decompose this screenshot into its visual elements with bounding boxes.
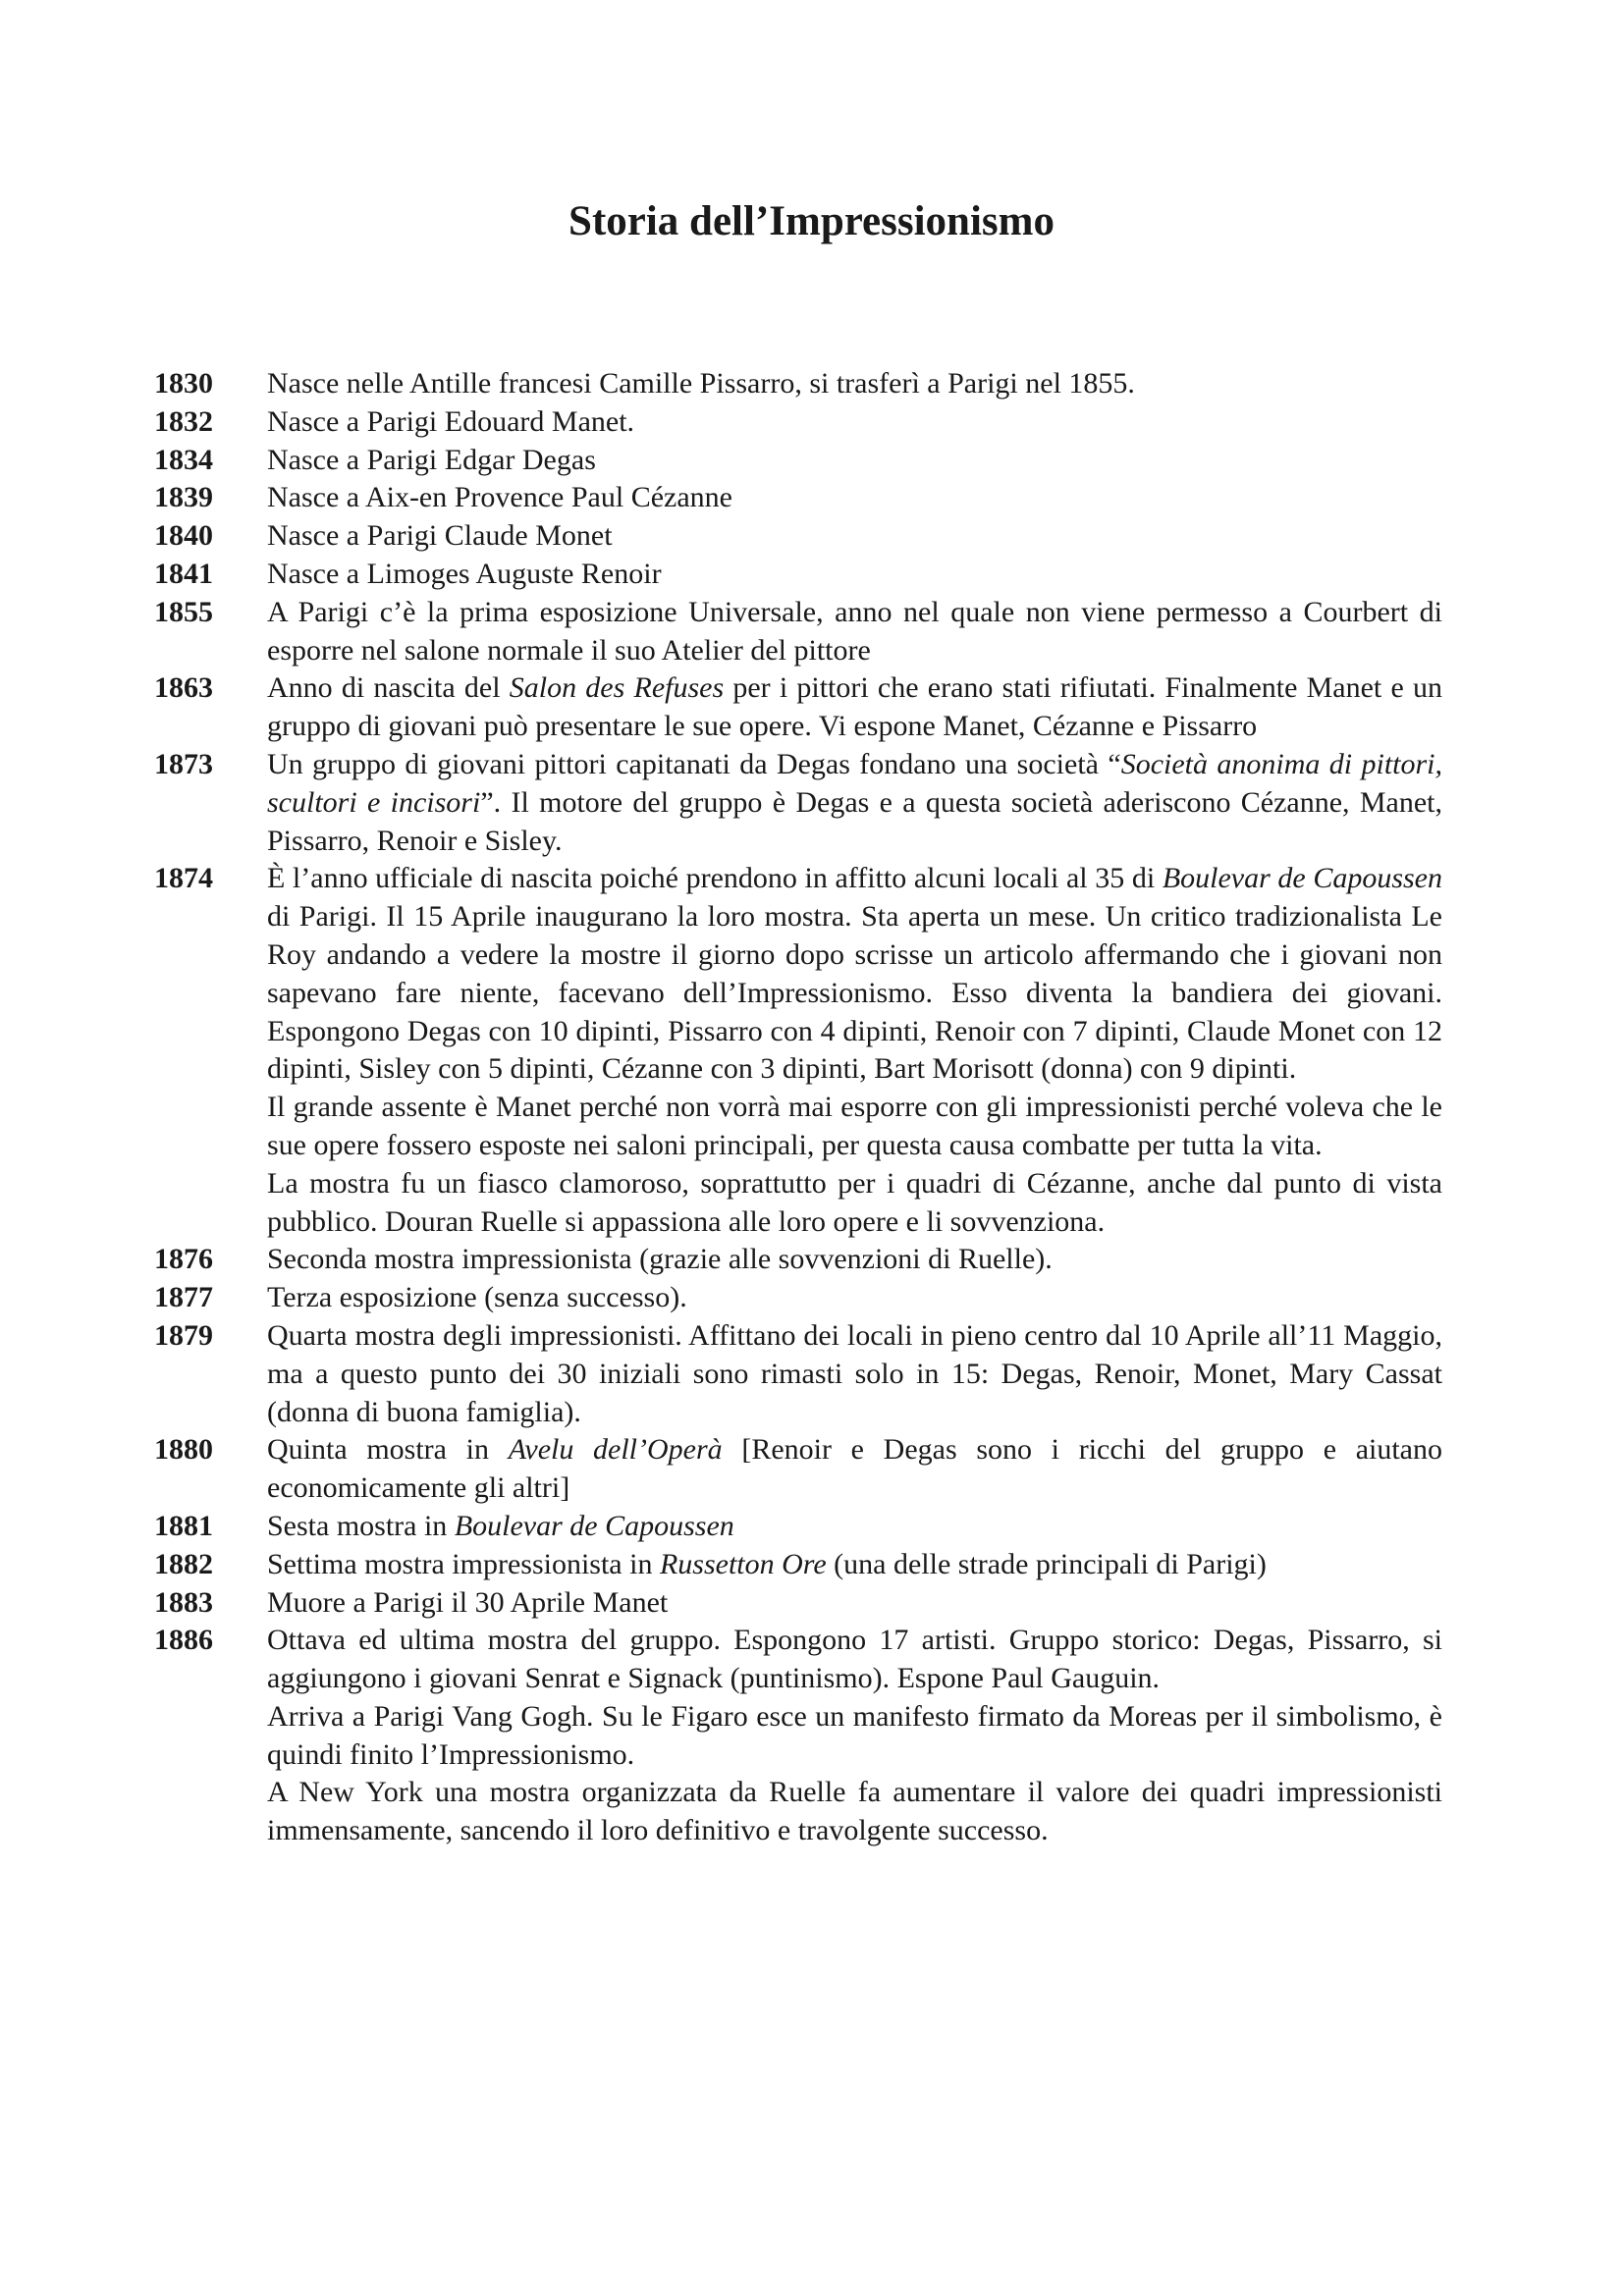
entry-paragraph [267,1584,1442,1623]
entry-description [267,556,1442,594]
text-segment: Nasce nelle Antille francesi Camille Pissarro, si trasferì a Parigi nel 1855. [267,367,1135,400]
entry-paragraph [267,479,1442,517]
italic-text: Boulevar de Capoussen [454,1509,734,1542]
timeline-entry [154,1546,1442,1584]
entry-description [267,1241,1442,1279]
text-segment: [Renoir e Degas sono i ricchi del gruppo e aiutano economicamente gli altri] [267,1433,1442,1505]
text-segment: Sesta mostra in [267,1509,455,1542]
timeline-entry [154,1508,1442,1546]
timeline-entry [154,1241,1442,1279]
text-segment: Seconda mostra impressionista (grazie alle sovvenzioni di Ruelle). [267,1243,1053,1276]
entry-paragraph [267,403,1442,442]
entry-description [267,479,1442,517]
text-segment: A New York una mostra organizzata da Ruelle fa aumentare il valore dei quadri impressionisti immensamente, sancendo il loro definitivo e travolgente successo. [267,1776,1442,1847]
text-segment: Quarta mostra degli impressionisti. Affittano dei locali in pieno centro dal 10 Aprile all’11 Maggio, ma a questo punto dei 30 iniziali sono rimasti solo in 15: Degas, Renoir, Monet, Mary Cassat (donna di buona famiglia). [267,1318,1442,1428]
entry-description [267,1546,1442,1584]
text-segment: Nasce a Limoges Auguste Renoir [267,557,662,590]
text-segment: Ottava ed ultima mostra del gruppo. Espongono 17 artisti. Gruppo storico: Degas, Pissarro, si aggiungono i giovani Senrat e Signack (puntinismo). Espone Paul Gauguin. [267,1624,1442,1695]
text-segment: Nasce a Parigi Edouard Manet. [267,404,635,438]
text-segment: A Parigi c’è la prima esposizione Universale, anno nel quale non viene permesso a Courbert di esporre nel salone normale il suo Atelier del pittore [267,595,1442,667]
timeline-entry [154,1431,1442,1508]
entry-year: 1874 [154,862,213,895]
italic-text: Avelu dell’Operà [508,1433,723,1467]
text-segment: per i pittori che erano stati rifiutati. Finalmente Manet e un gruppo di giovani può presentare le sue opere. Vi espone Manet, Cézanne e Pissarro [267,671,1442,743]
text-segment: ”. Il motore del gruppo è Degas e a questa società aderiscono Cézanne, Manet, Pissarro, Renoir e Sisley. [267,785,1443,857]
text-segment: (una delle strade principali di Parigi) [826,1547,1267,1580]
entry-year: 1839 [154,481,213,514]
entry-description [267,1317,1442,1431]
page-title: Storia dell’Impressionismo [568,198,1055,244]
text-segment: Anno di nascita del [267,671,510,705]
entry-description [267,669,1442,746]
entry-paragraph [267,556,1442,594]
entry-year: 1881 [154,1509,213,1542]
entry-paragraph [267,442,1442,480]
entry-description [267,1279,1442,1317]
entry-description [267,442,1442,480]
entry-paragraph [267,594,1442,670]
entry-paragraph [267,1774,1442,1850]
entry-description [267,746,1442,860]
entry-year: 1832 [154,404,213,438]
entry-year: 1883 [154,1585,213,1619]
entry-paragraph [267,1508,1442,1546]
entry-year: 1876 [154,1243,213,1276]
entry-paragraph [267,1546,1442,1584]
entry-year: 1841 [154,557,213,590]
entry-paragraph [267,1241,1442,1279]
entry-year: 1834 [154,443,213,476]
italic-text: Società anonima di pittori, scultori e incisori [267,747,1442,819]
timeline-entry [154,479,1442,517]
entry-paragraph [267,746,1442,860]
entry-description [267,365,1442,403]
text-segment: Arriva a Parigi Vang Gogh. Su le Figaro esce un manifesto firmato da Moreas per il simbolismo, è quindi finito l’Impressionismo. [267,1699,1442,1771]
entry-year: 1877 [154,1281,213,1314]
timeline-entry [154,1622,1442,1850]
entry-year: 1863 [154,671,213,705]
entry-year: 1880 [154,1433,213,1467]
text-segment: Nasce a Parigi Edgar Degas [267,443,596,476]
entry-paragraph [267,517,1442,556]
entry-year: 1873 [154,747,213,780]
entry-description [267,403,1442,442]
entry-paragraph [267,1279,1442,1317]
timeline-entry [154,860,1442,1241]
entry-description [267,1584,1442,1623]
timeline-entry [154,594,1442,670]
timeline-entry [154,365,1442,403]
entry-year: 1840 [154,519,213,553]
text-segment: Un gruppo di giovani pittori capitanati da Degas fondano una società “ [267,747,1121,780]
text-segment: Settima mostra impressionista in [267,1547,660,1580]
text-segment: Terza esposizione (senza successo). [267,1281,687,1314]
entry-paragraph [267,1622,1442,1698]
text-segment: La mostra fu un fiasco clamoroso, soprattutto per i quadri di Cézanne, anche dal punto di vista pubblico. Douran Ruelle si appassiona alle loro opere e li sovvenziona. [267,1166,1442,1238]
entry-paragraph [267,1431,1442,1508]
timeline-entry [154,442,1442,480]
entry-description [267,1622,1442,1850]
entry-paragraph [267,365,1442,403]
entry-paragraph [267,860,1442,1089]
entry-description [267,1508,1442,1546]
entry-description [267,594,1442,670]
timeline-entry [154,1279,1442,1317]
entry-paragraph [267,1165,1442,1242]
entry-paragraph [267,1089,1442,1165]
text-segment: Muore a Parigi il 30 Aprile Manet [267,1585,669,1619]
entry-year: 1886 [154,1624,213,1657]
text-segment: Quinta mostra in [267,1433,509,1467]
timeline-entry [154,403,1442,442]
entry-description [267,1431,1442,1508]
entry-paragraph [267,669,1442,746]
timeline-entry [154,669,1442,746]
italic-text: Salon des Refuses [509,671,725,705]
timeline-entry [154,746,1442,860]
italic-text: Boulevar de Capoussen [1162,862,1442,895]
entry-paragraph [267,1317,1442,1431]
entry-paragraph [267,1698,1442,1775]
text-segment: È l’anno ufficiale di nascita poiché prendono in affitto alcuni locali al 35 di [267,862,1163,895]
text-segment: Nasce a Aix-en Provence Paul Cézanne [267,481,732,514]
entry-year: 1879 [154,1318,213,1352]
entry-description [267,517,1442,556]
entry-year: 1882 [154,1547,213,1580]
text-segment: Il grande assente è Manet perché non vorrà mai esporre con gli impressionisti perché voleva che le sue opere fossero esposte nei saloni principali, per questa causa combatte per tutta la vita. [267,1091,1442,1161]
timeline-entry [154,556,1442,594]
entry-year: 1830 [154,367,213,400]
entry-year: 1855 [154,595,213,628]
timeline-entry [154,1584,1442,1623]
timeline [154,365,1442,1850]
entry-description [267,860,1442,1241]
timeline-entry [154,517,1442,556]
timeline-entry [154,1317,1442,1431]
italic-text: Russetton Ore [659,1547,827,1580]
text-segment: di Parigi. Il 15 Aprile inaugurano la loro mostra. Sta aperta un mese. Un critico tradizionalista Le Roy andando a vedere la mostre il giorno dopo scrisse un articolo affermando che i giovani non sapevano fare niente, facevano dell’Impressionismo. Esso diventa la bandiera dei giovani. Espongono Degas con 10 dipinti, Pissarro con 4 dipinti, Renoir con 7 dipinti, Claude Monet con 12 dipinti, Sisley con 5 dipinti, Cézanne con 3 dipinti, Bart Morisott (donna) con 9 dipinti. [267,900,1442,1086]
text-segment: Nasce a Parigi Claude Monet [267,519,613,553]
